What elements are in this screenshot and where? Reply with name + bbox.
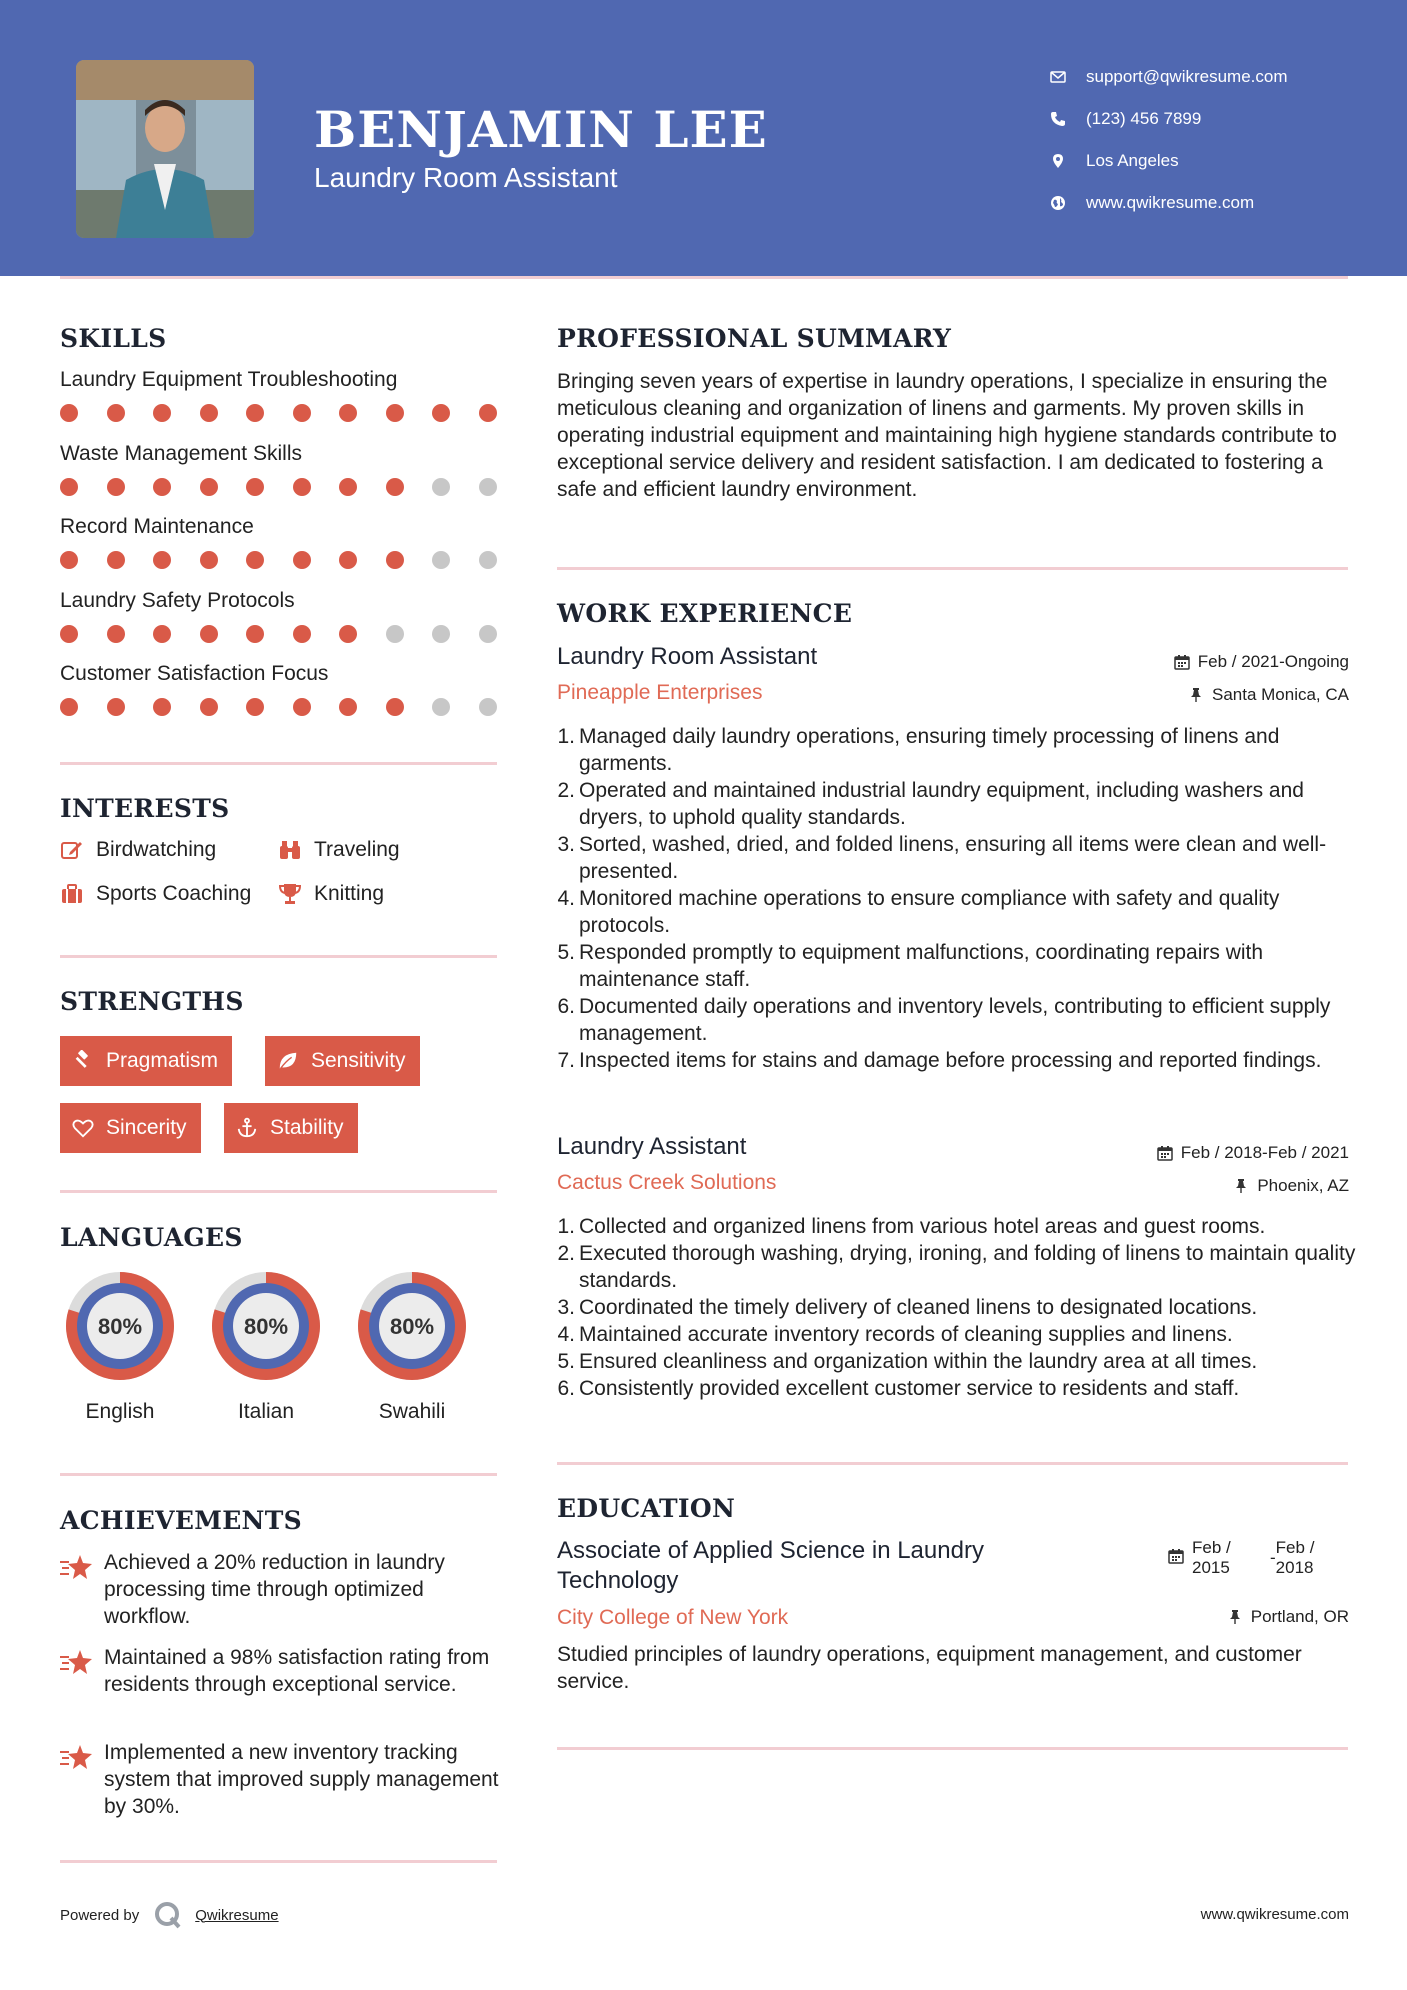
responsibility-text: Inspected items for stains and damage before processing and reported findings. (579, 1049, 1322, 1072)
education-description: Studied principles of laundry operations, equipment management, and customer service. (557, 1643, 1302, 1693)
rating-dot-filled (339, 551, 357, 569)
interests-divider (60, 955, 497, 958)
contact-website[interactable] (1050, 182, 1390, 224)
strength-label: Stability (270, 1116, 344, 1139)
responsibility-item (557, 1240, 1357, 1294)
powered-by (60, 1900, 279, 1930)
skill-item (60, 442, 500, 496)
candidate-name: BENJAMIN LEE (314, 100, 768, 159)
rating-dot-filled (200, 625, 218, 643)
rating-dot-filled (107, 698, 125, 716)
achievements-heading: ACHIEVEMENTS (60, 1506, 302, 1535)
education-divider (557, 1747, 1348, 1750)
job-dates-text: Feb / 2021-Ongoing (1197, 652, 1349, 671)
rating-dot-filled (60, 478, 78, 496)
strength-label: Sensitivity (311, 1049, 406, 1072)
anchor-icon (236, 1117, 258, 1139)
gauge-label: 80% (97, 1314, 143, 1339)
rating-dot-filled (107, 478, 125, 496)
rating-dot-empty (432, 698, 450, 716)
skill-rating (60, 478, 500, 496)
rating-dot-empty (479, 478, 497, 496)
rating-dot-empty (432, 625, 450, 643)
skill-name: Customer Satisfaction Focus (60, 662, 329, 685)
rating-dot-filled (60, 625, 78, 643)
responsibility-text: Responded promptly to equipment malfunctions, coordinating repairs with maintenance staff. (579, 941, 1264, 991)
languages-divider (60, 1473, 497, 1476)
responsibility-text: Consistently provided excellent customer service to residents and staff. (579, 1377, 1240, 1400)
interest-birdwatching (60, 838, 216, 862)
pushpin-icon (1227, 1609, 1243, 1625)
rating-dot-filled (293, 698, 311, 716)
list-number: 2. (557, 1242, 575, 1265)
skill-item (60, 662, 500, 716)
list-number: 1. (557, 1215, 575, 1238)
language-item (350, 1264, 474, 1424)
rating-dot-filled (153, 404, 171, 422)
pushpin-icon (1188, 687, 1204, 703)
header-divider (60, 276, 1348, 279)
list-number: 6. (557, 1377, 575, 1400)
rating-dot-filled (432, 404, 450, 422)
rating-dot-filled (60, 698, 78, 716)
contact-phone-text: (123) 456 7899 (1086, 109, 1202, 128)
resume-header (0, 0, 1407, 276)
calendar-icon (1168, 1548, 1184, 1564)
responsibility-item (557, 1375, 1357, 1402)
job-location-text: Phoenix, AZ (1257, 1176, 1349, 1195)
briefcase-icon (60, 882, 84, 906)
language-item (204, 1264, 328, 1424)
rating-dot-filled (200, 551, 218, 569)
profile-photo (76, 60, 254, 238)
skill-name: Laundry Safety Protocols (60, 588, 295, 612)
envelope-icon (1050, 69, 1086, 85)
skill-name: Laundry Equipment Troubleshooting (60, 368, 398, 391)
experience-heading: WORK EXPERIENCE (557, 599, 853, 628)
responsibility-item (557, 777, 1357, 831)
interests-heading: INTERESTS (60, 794, 230, 823)
list-number: 4. (557, 887, 575, 910)
achievements-divider (60, 1860, 497, 1863)
job-2-location (1233, 1176, 1349, 1196)
responsibility-text: Executed thorough washing, drying, ironing, and folding of linens to maintain quality standards. (579, 1242, 1356, 1292)
gavel-icon (72, 1050, 94, 1072)
language-item (58, 1264, 182, 1424)
contact-location (1050, 140, 1390, 182)
achievement-item (60, 1549, 500, 1630)
interest-sports-coaching (60, 882, 251, 906)
job-2-company: Cactus Creek Solutions (557, 1171, 777, 1194)
summary-divider (557, 567, 1348, 570)
trophy-icon (278, 882, 302, 906)
rating-dot-empty (432, 551, 450, 569)
list-number: 1. (557, 725, 575, 748)
map-pin-icon (1050, 153, 1086, 169)
strength-pragmatism (60, 1036, 232, 1086)
education-start-month: Feb / (1192, 1538, 1231, 1557)
powered-by-text: Powered by (60, 1906, 140, 1924)
rating-dot-filled (107, 404, 125, 422)
education-start-year: 2015 (1192, 1558, 1230, 1577)
responsibility-text: Monitored machine operations to ensure compliance with safety and quality protocols. (579, 887, 1280, 937)
language-name: Italian (237, 1400, 295, 1423)
language-gauge (204, 1264, 328, 1388)
rating-dot-filled (153, 478, 171, 496)
candidate-title: Laundry Room Assistant (314, 162, 618, 193)
education-end-year: 2018 (1275, 1558, 1314, 1577)
rating-dot-empty (432, 478, 450, 496)
summary-heading: PROFESSIONAL SUMMARY (557, 324, 952, 353)
list-number: 7. (557, 1049, 575, 1072)
qwikresume-link[interactable]: Qwikresume (195, 1906, 279, 1924)
list-number: 3. (557, 1296, 575, 1319)
strengths-heading: STRENGTHS (60, 987, 244, 1016)
summary-text: Bringing seven years of expertise in laundry operations, I specialize in ensuring the meticulous cleaning and organization of linens and garments. My proven skills in operating industrial equipment and maintaining high hygiene standards contribute to exceptional service delivery and resident satisfaction. I am dedicated to fostering a safe and efficient laundry environment. (557, 370, 1337, 501)
shooting-star-icon (60, 1553, 94, 1583)
education-heading: EDUCATION (557, 1494, 736, 1523)
achievement-text: Achieved a 20% reduction in laundry processing time through optimized workflow. (104, 1551, 445, 1628)
skill-rating (60, 698, 500, 716)
job-location-text: Santa Monica, CA (1211, 685, 1349, 704)
rating-dot-filled (107, 551, 125, 569)
list-number: 5. (557, 941, 575, 964)
rating-dot-filled (339, 478, 357, 496)
job-dates-text: Feb / 2018-Feb / 2021 (1180, 1143, 1349, 1162)
rating-dot-filled (153, 625, 171, 643)
footer-website[interactable]: www.qwikresume.com (1200, 1906, 1349, 1923)
skill-rating (60, 404, 500, 422)
strength-stability (224, 1103, 358, 1153)
language-gauge (58, 1264, 182, 1388)
heart-icon (72, 1117, 94, 1139)
education-end-month: Feb / (1275, 1538, 1315, 1557)
rating-dot-filled (246, 404, 264, 422)
strength-sensitivity (265, 1036, 420, 1086)
skill-item (60, 368, 500, 422)
rating-dot-filled (293, 551, 311, 569)
contact-email-text: support@qwikresume.com (1086, 67, 1288, 86)
rating-dot-filled (386, 551, 404, 569)
responsibility-item (557, 885, 1357, 939)
job-1-responsibilities (557, 723, 1357, 1074)
pencil-square-icon (60, 838, 84, 862)
job-2-title: Laundry Assistant (557, 1133, 747, 1160)
phone-icon (1050, 111, 1086, 127)
language-name: English (85, 1400, 155, 1423)
calendar-icon (1157, 1145, 1173, 1161)
skill-rating (60, 625, 500, 643)
responsibility-item (557, 723, 1357, 777)
rating-dot-empty (479, 698, 497, 716)
skill-rating (60, 551, 500, 569)
job-2-dates (1157, 1143, 1349, 1163)
education-school: City College of New York (557, 1606, 789, 1629)
rating-dot-filled (246, 625, 264, 643)
skill-item (60, 589, 500, 643)
rating-dot-filled (386, 478, 404, 496)
rating-dot-filled (386, 404, 404, 422)
skill-name: Record Maintenance (60, 515, 254, 538)
rating-dot-filled (293, 625, 311, 643)
responsibility-item (557, 939, 1357, 993)
responsibility-text: Coordinated the timely delivery of cleaned linens to designated locations. (579, 1296, 1258, 1319)
degree-line-1: Associate of Applied Science in Laundry (557, 1537, 984, 1564)
responsibility-item (557, 1047, 1357, 1074)
rating-dot-filled (153, 698, 171, 716)
job-2-responsibilities (557, 1213, 1357, 1402)
contact-location-text: Los Angeles (1086, 151, 1179, 170)
binoculars-icon (278, 838, 302, 862)
achievement-text: Maintained a 98% satisfaction rating from residents through exceptional service. (104, 1646, 490, 1696)
contact-email[interactable] (1050, 56, 1390, 98)
job-1-location (1188, 685, 1349, 705)
responsibility-text: Collected and organized linens from various hotel areas and guest rooms. (579, 1215, 1266, 1238)
skill-name: Waste Management Skills (60, 441, 302, 465)
job-1-dates (1174, 652, 1349, 672)
gauge-label: 80% (243, 1314, 289, 1339)
rating-dot-filled (60, 551, 78, 569)
rating-dot-filled (293, 478, 311, 496)
globe-icon (1050, 195, 1086, 211)
education-location (1227, 1607, 1349, 1627)
list-number: 5. (557, 1350, 575, 1373)
responsibility-item (557, 1294, 1357, 1321)
responsibility-item (557, 1213, 1357, 1240)
education-date-dash: - (1270, 1548, 1276, 1567)
achievement-item (60, 1644, 500, 1698)
shooting-star-icon (60, 1648, 94, 1678)
pushpin-icon (1233, 1178, 1249, 1194)
rating-dot-filled (246, 478, 264, 496)
interest-label: Sports Coaching (96, 882, 252, 905)
language-name: Swahili (378, 1400, 446, 1423)
education-dates (1168, 1538, 1314, 1578)
strength-label: Sincerity (106, 1116, 187, 1139)
interest-traveling (278, 838, 400, 862)
list-number: 4. (557, 1323, 575, 1346)
rating-dot-filled (60, 404, 78, 422)
interest-label: Traveling (314, 838, 400, 861)
rating-dot-filled (107, 625, 125, 643)
strengths-divider (60, 1190, 497, 1193)
rating-dot-filled (200, 404, 218, 422)
contact-phone[interactable] (1050, 98, 1390, 140)
skills-heading: SKILLS (60, 324, 167, 353)
language-gauge (350, 1264, 474, 1388)
responsibility-item (557, 1348, 1357, 1375)
responsibility-item (557, 993, 1357, 1047)
interest-label: Knitting (314, 882, 385, 905)
rating-dot-filled (200, 698, 218, 716)
contact-info (1050, 56, 1390, 224)
degree-line-2: Technology (557, 1567, 679, 1594)
rating-dot-filled (339, 625, 357, 643)
responsibility-text: Documented daily operations and inventory levels, contributing to efficient supply management. (579, 995, 1331, 1045)
achievement-text: Implemented a new inventory tracking system that improved supply management by 30%. (104, 1741, 499, 1818)
calendar-icon (1174, 654, 1190, 670)
responsibility-text: Ensured cleanliness and organization within the laundry area at all times. (579, 1350, 1258, 1373)
rating-dot-filled (479, 404, 497, 422)
responsibility-text: Operated and maintained industrial laundry equipment, including washers and dryers, to uphold quality standards. (579, 779, 1304, 829)
responsibility-item (557, 1321, 1357, 1348)
job-1-company: Pineapple Enterprises (557, 681, 763, 704)
skill-item (60, 515, 500, 569)
leaf-icon (277, 1050, 299, 1072)
rating-dot-empty (479, 551, 497, 569)
rating-dot-filled (200, 478, 218, 496)
responsibility-item (557, 831, 1357, 885)
rating-dot-filled (386, 698, 404, 716)
rating-dot-filled (339, 404, 357, 422)
list-number: 2. (557, 779, 575, 802)
rating-dot-filled (339, 698, 357, 716)
interest-label: Birdwatching (96, 838, 217, 861)
achievement-item (60, 1739, 500, 1820)
list-number: 6. (557, 995, 575, 1018)
rating-dot-filled (246, 551, 264, 569)
list-number: 3. (557, 833, 575, 856)
shooting-star-icon (60, 1743, 94, 1773)
profile-photo-image (76, 60, 254, 238)
rating-dot-filled (153, 551, 171, 569)
languages-heading: LANGUAGES (60, 1223, 243, 1252)
rating-dot-empty (386, 625, 404, 643)
education-location-text: Portland, OR (1250, 1607, 1349, 1626)
responsibility-text: Sorted, washed, dried, and folded linens, ensuring all items were clean and well-presented. (579, 833, 1327, 883)
responsibility-text: Maintained accurate inventory records of cleaning supplies and linens. (579, 1323, 1233, 1346)
experience-divider (557, 1462, 1348, 1465)
rating-dot-filled (293, 404, 311, 422)
gauge-label: 80% (389, 1314, 435, 1339)
strength-sincerity (60, 1103, 201, 1153)
responsibility-text: Managed daily laundry operations, ensuring timely processing of linens and garments. (579, 725, 1280, 775)
rating-dot-empty (479, 625, 497, 643)
rating-dot-filled (246, 698, 264, 716)
interest-knitting (278, 882, 384, 906)
job-1-title: Laundry Room Assistant (557, 643, 818, 670)
contact-website-text: www.qwikresume.com (1086, 193, 1255, 212)
skills-divider (60, 762, 497, 765)
strength-label: Pragmatism (106, 1049, 219, 1072)
qwikresume-logo-icon (153, 1900, 183, 1930)
